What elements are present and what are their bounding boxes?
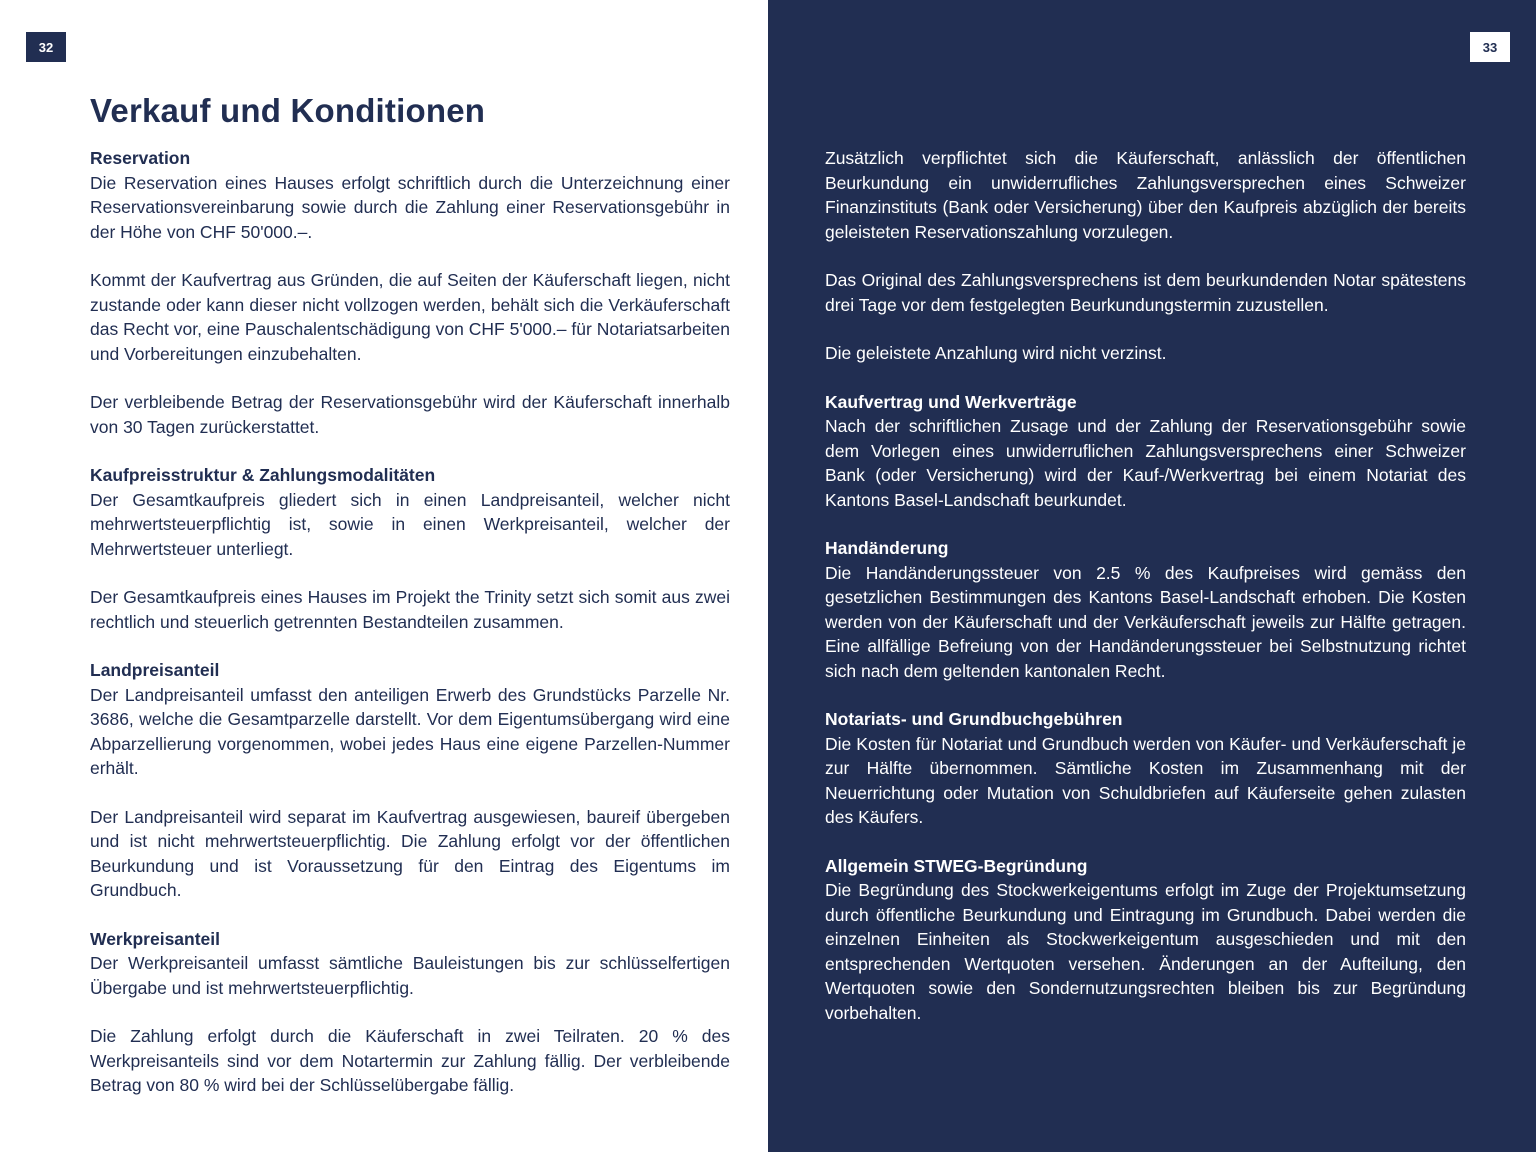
paragraph: Der Gesamtkaufpreis gliedert sich in einen Landpreisanteil, welcher nicht mehrwertsteuerpflichtig ist, sowie in einen Werkpreisanteil, welcher der Mehrwertsteuer unterliegt. <box>90 489 730 559</box>
paragraph: Die Begründung des Stockwerkeigentums erfolgt im Zuge der Projektumsetzung durch öffentliche Beurkundung und Eintragung im Grundbuch. Dabei werden die einzelnen Einheiten als Stockwerkeigentum ausgeschieden und mit den entsprechenden Wertquoten versehen. Änderungen an der Aufteilung, den Wertquoten sowie den Sondernutzungsrechten bleiben bis zur Begründung vorbehalten. <box>825 880 1466 1023</box>
paragraph: Nach der schriftlichen Zusage und der Zahlung der Reservationsgebühr sowie dem Vorlegen eines unwiderruflichen Zahlungsversprechens einer Schweizer Bank (oder Versicherung) wird der Kauf-/Werkvertrag bei einem Notariat des Kantons Basel-Landschaft beurkundet. <box>825 416 1466 510</box>
paragraph: Der Gesamtkaufpreis eines Hauses im Projekt the Trinity setzt sich somit aus zwei rechtlich und steuerlich getrennten Bestandteilen zusammen. <box>90 587 730 632</box>
paragraph: Die Zahlung erfolgt durch die Käuferschaft in zwei Teilraten. 20 % des Werkpreisanteils sind vor dem Notartermin zur Zahlung fällig. Der verbleibende Betrag von 80 % wird bei der Schlüsselübergabe fällig. <box>90 1026 730 1095</box>
page-number-right: 33 <box>1470 32 1510 62</box>
paragraph: Der Werkpreisanteil umfasst sämtliche Bauleistungen bis zur schlüsselfertigen Übergabe und ist mehrwertsteuerpflichtig. <box>90 953 730 998</box>
section-heading-reservation: Reservation <box>90 148 191 168</box>
paragraph: Die Reservation eines Hauses erfolgt schriftlich durch die Unterzeichnung einer Reservationsvereinbarung sowie durch die Zahlung einer Reservationsgebühr in der Höhe von CHF 50'000.–. <box>90 172 730 242</box>
section-heading-landpreisanteil: Landpreisanteil <box>90 660 220 680</box>
page-title: Verkauf und Konditionen <box>90 92 486 129</box>
section-heading-stweg-begruendung: Allgemein STWEG-Begründung <box>825 855 1088 876</box>
section-heading-notariatsgebuehren: Notariats- und Grundbuchgebühren <box>825 709 1123 729</box>
paragraph: Der Landpreisanteil umfasst den anteiligen Erwerb des Grundstücks Parzelle Nr. 3686, welche die Gesamtparzelle darstellt. Vor dem Eigentumsübergang wird eine Abparzellierung vorgenommen, wobei jedes Haus eine eigene Parzellen-Nummer erhält. <box>90 684 730 778</box>
paragraph: Kommt der Kaufvertrag aus Gründen, die auf Seiten der Käuferschaft liegen, nicht zustande oder kann dieser nicht vollzogen werden, behält sich die Verkäuferschaft das Recht vor, eine Pauschalentschädigung von CHF 5'000.– für Notariatsarbeiten und Vorbereitungen einzubehalten. <box>90 270 730 364</box>
section-heading-kaufvertrag: Kaufvertrag und Werkverträge <box>825 391 1077 412</box>
paragraph: Der verbleibende Betrag der Reservationsgebühr wird der Käuferschaft innerhalb von 30 Tagen zurückerstattet. <box>90 392 730 437</box>
section-heading-kaufpreisstruktur: Kaufpreisstruktur & Zahlungsmodalitäten <box>90 465 436 485</box>
paragraph: Die Handänderungssteuer von 2.5 % des Kaufpreises wird gemäss den gesetzlichen Bestimmungen des Kantons Basel-Landschaft erhoben. Die Kosten werden von der Käuferschaft und der Verkäuferschaft jeweils zur Hälfte getragen. Eine allfällige Befreiung von der Handänderungssteuer bei Selbstnutzung richtet sich nach dem geltenden kantonalen Recht. <box>825 562 1466 681</box>
right-page-content <box>768 0 1536 1152</box>
right-page <box>768 0 1536 1152</box>
section-heading-werkpreisanteil: Werkpreisanteil <box>90 928 221 949</box>
section-heading-handaenderung: Handänderung <box>825 538 949 558</box>
paragraph: Die Kosten für Notariat und Grundbuch werden von Käufer- und Verkäuferschaft je zur Hälfte übernommen. Sämtliche Kosten im Zusammenhang mit der Neuerrichtung oder Mutation von Schuldbriefen auf Käuferseite gehen zulasten des Käufers. <box>825 733 1466 827</box>
paragraph: Die geleistete Anzahlung wird nicht verzinst. <box>825 343 1167 363</box>
paragraph: Zusätzlich verpflichtet sich die Käuferschaft, anlässlich der öffentlichen Beurkundung ein unwiderrufliches Zahlungsversprechen eines Schweizer Finanzinstituts (Bank oder Versicherung) über den Kaufpreis abzüglich der bereits geleisteten Reservationszahlung vorzulegen. <box>825 148 1466 242</box>
paragraph: Der Landpreisanteil wird separat im Kaufvertrag ausgewiesen, baureif übergeben und ist nicht mehrwertsteuerpflichtig. Die Zahlung erfolgt vor der öffentlichen Beurkundung und ist Voraussetzung für den Eintrag des Eigentums im Grundbuch. <box>90 806 730 900</box>
page-number-left: 32 <box>26 32 66 62</box>
paragraph: Das Original des Zahlungsversprechens ist dem beurkundenden Notar spätestens drei Tage vor dem festgelegten Beurkundungstermin zuzustellen. <box>825 270 1466 315</box>
